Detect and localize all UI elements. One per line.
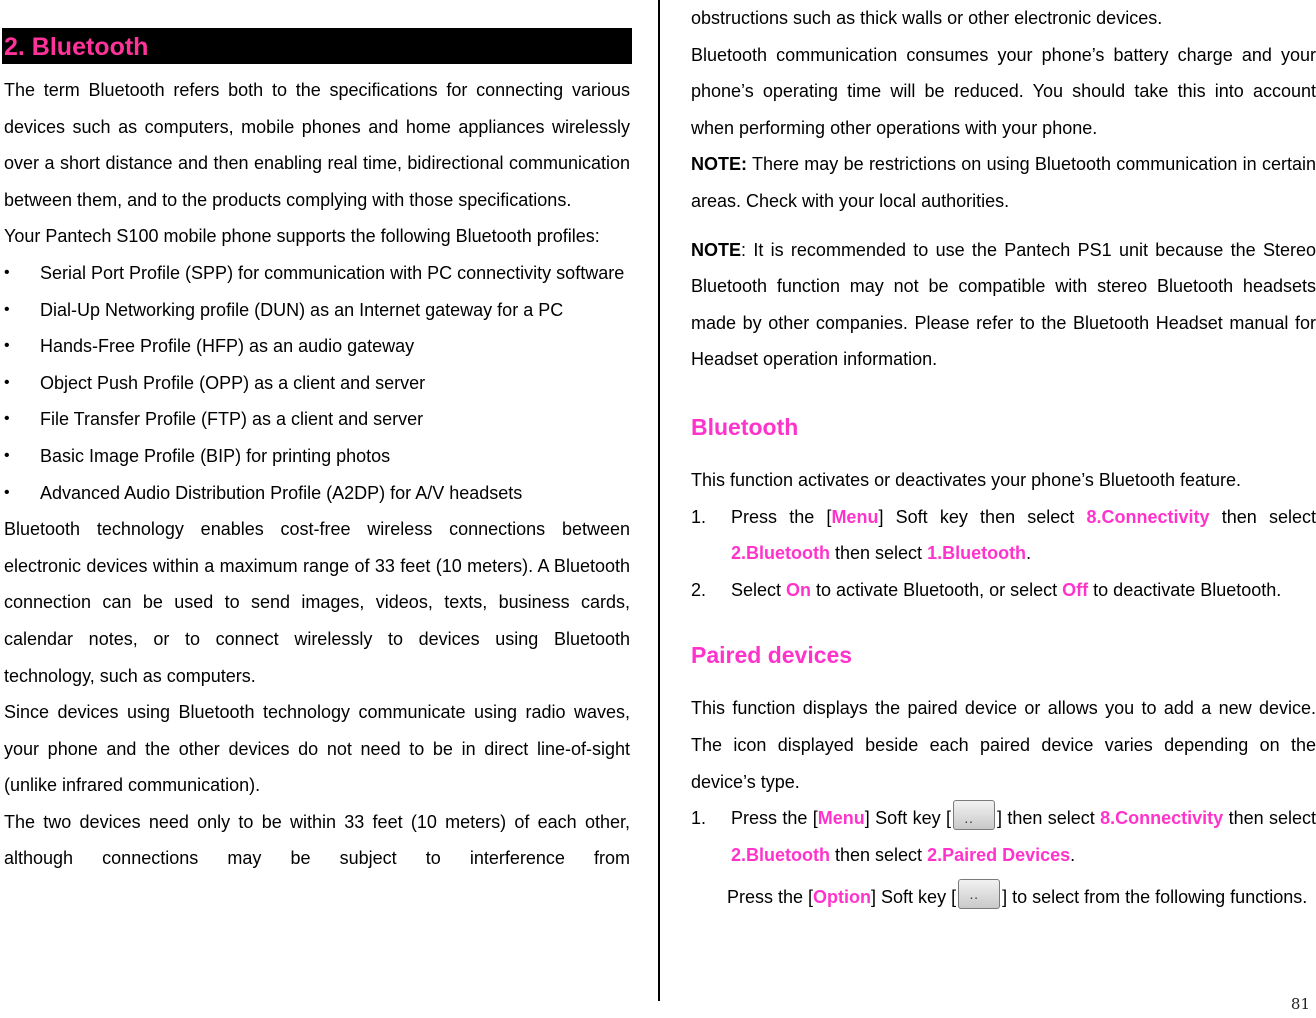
paired-devices-heading: Paired devices (691, 642, 853, 669)
list-item: 1. Press the [Menu] Soft key then select 8.Connectivity then select 2.Bluetooth then select 1.Bluetooth. (691, 506, 1316, 564)
page-number: 81 (1290, 995, 1310, 1013)
list-item: • Advanced Audio Distribution Profile (A2DP) for A/V headsets (4, 475, 630, 512)
option-instruction: Press the [Option] Soft key [·· ] to select from the following functions. (691, 879, 1316, 912)
note-label: NOTE (691, 239, 742, 260)
list-item: • Object Push Profile (OPP) as a client and server (4, 365, 630, 402)
distance-paragraph: The two devices need only to be within 33 feet (10 meters) of each other, although connections may be subject to interference from (4, 811, 630, 869)
radio-paragraph: Since devices using Bluetooth technology communicate using radio waves, your phone and the other devices do not need to be in direct line-of-sight (unlike infrared communication). (4, 702, 630, 796)
list-item: 2. Select On to activate Bluetooth, or select Off to deactivate Bluetooth. (691, 579, 1282, 600)
column-divider (658, 0, 660, 1001)
list-item: 1. Press the [Menu] Soft key [·· ] then select 8.Connectivity then select 2.Bluetooth then select 2.Paired Devices. (691, 800, 1316, 873)
intro-paragraph: The term Bluetooth refers both to the specifications for connecting various devices such as computers, mobile phones and home appliances wirelessly over a short distance and then enabling real time, bidirectional communication between them, and to the products complying with those specifications. (4, 80, 630, 210)
bluetooth-steps (691, 499, 1316, 609)
list-item: • File Transfer Profile (FTP) as a client and server (4, 401, 630, 438)
bluetooth-heading: Bluetooth (691, 413, 799, 440)
paired-description: This function displays the paired device or allows you to add a new device. The icon displayed beside each paired device varies depending on the device’s type. (691, 698, 1316, 792)
note-label: NOTE: (691, 154, 747, 175)
right-column (691, 0, 1316, 912)
range-paragraph: Bluetooth technology enables cost-free wireless connections between electronic devices within a maximum range of 33 feet (10 meters). A Bluetooth connection can be used to send images, videos, texts, business cards, calendar notes, or to connect wirelessly to devices using Bluetooth technology, such as computers. (4, 519, 630, 686)
section-title: 2. Bluetooth (2, 28, 632, 64)
list-item: • Serial Port Profile (SPP) for communication with PC connectivity software (4, 255, 630, 292)
battery-paragraph: Bluetooth communication consumes your phone’s battery charge and your phone’s operating time will be reduced. You should take this into account when performing other operations with your phone. (691, 44, 1316, 138)
list-item: • Hands-Free Profile (HFP) as an audio gateway (4, 328, 630, 365)
note-stereo: NOTE: It is recommended to use the Pantech PS1 unit because the Stereo Bluetooth function may not be compatible with stereo Bluetooth headsets made by other companies. Please refer to the Bluetooth Headset manual for Headset operation information. (691, 239, 1316, 370)
list-item: • Basic Image Profile (BIP) for printing photos (4, 438, 630, 475)
obstructions-paragraph: obstructions such as thick walls or other electronic devices. (691, 8, 1163, 28)
profiles-lead: Your Pantech S100 mobile phone supports the following Bluetooth profiles: (4, 226, 600, 247)
paired-steps (691, 800, 1316, 873)
left-column (4, 28, 630, 877)
bluetooth-description: This function activates or deactivates your phone’s Bluetooth feature. (691, 469, 1241, 490)
list-item: • Dial-Up Networking profile (DUN) as an Internet gateway for a PC (4, 292, 630, 329)
soft-key-icon (958, 879, 1000, 909)
profiles-list (4, 255, 630, 511)
note-restrictions: NOTE: There may be restrictions on using Bluetooth communication in certain areas. Check with your local authorities. (691, 154, 1316, 211)
soft-key-icon (953, 800, 995, 830)
